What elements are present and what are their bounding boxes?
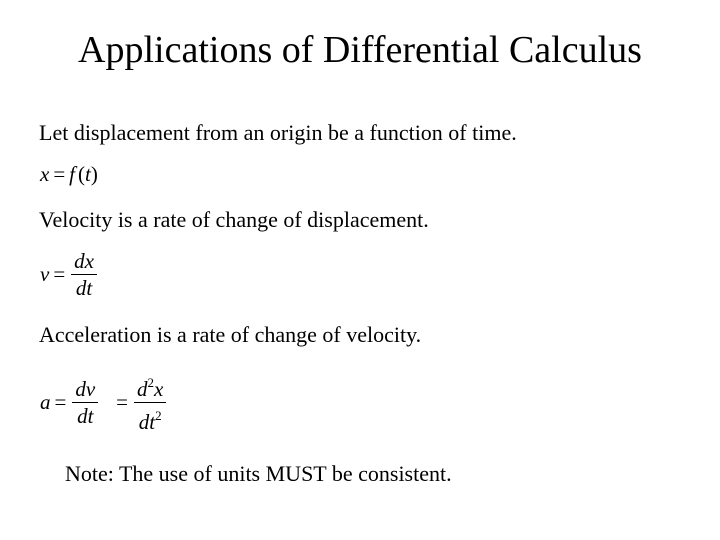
velocity-equation [40,250,99,299]
den-dt: dt [138,410,156,435]
acceleration-statement: Acceleration is a rate of change of velocity. [39,322,422,347]
den-exponent: 2 [155,408,162,424]
fraction-bar [134,402,166,403]
num-exponent: 2 [147,375,155,390]
fraction-numerator: dx [74,249,94,273]
eq-t: t [85,162,91,186]
fraction-bar [72,402,98,403]
fraction-denominator: dt [77,404,94,429]
eq-open-paren: ( [78,162,86,186]
fraction-denominator [136,405,165,433]
acceleration-fraction-2 [134,372,166,433]
num-x: x [154,377,164,401]
fraction-numerator [134,372,166,400]
fraction-bar [71,274,97,275]
eq-equals: = [53,262,66,287]
eq-equals-2: = [116,390,129,415]
velocity-statement: Velocity is a rate of change of displacement. [39,207,429,232]
acceleration-fraction-1 [72,378,98,427]
units-note: Note: The use of units MUST be consistent. [65,461,452,486]
slide-title: Applications of Differential Calculus [78,29,642,71]
velocity-fraction [71,250,97,299]
displacement-statement: Let displacement from an origin be a function of time. [39,120,517,145]
num-d: d [137,377,148,401]
eq-v: v [40,262,50,287]
eq-a: a [40,390,51,415]
eq-x: x [40,162,50,186]
acceleration-equation [40,372,168,433]
eq-equals: = [54,390,67,415]
displacement-equation [40,162,98,187]
fraction-numerator: dv [75,377,96,401]
eq-equals: = [53,162,66,186]
fraction-denominator: dt [75,276,93,301]
eq-close-paren: ) [90,162,98,186]
eq-f: f [69,162,76,186]
